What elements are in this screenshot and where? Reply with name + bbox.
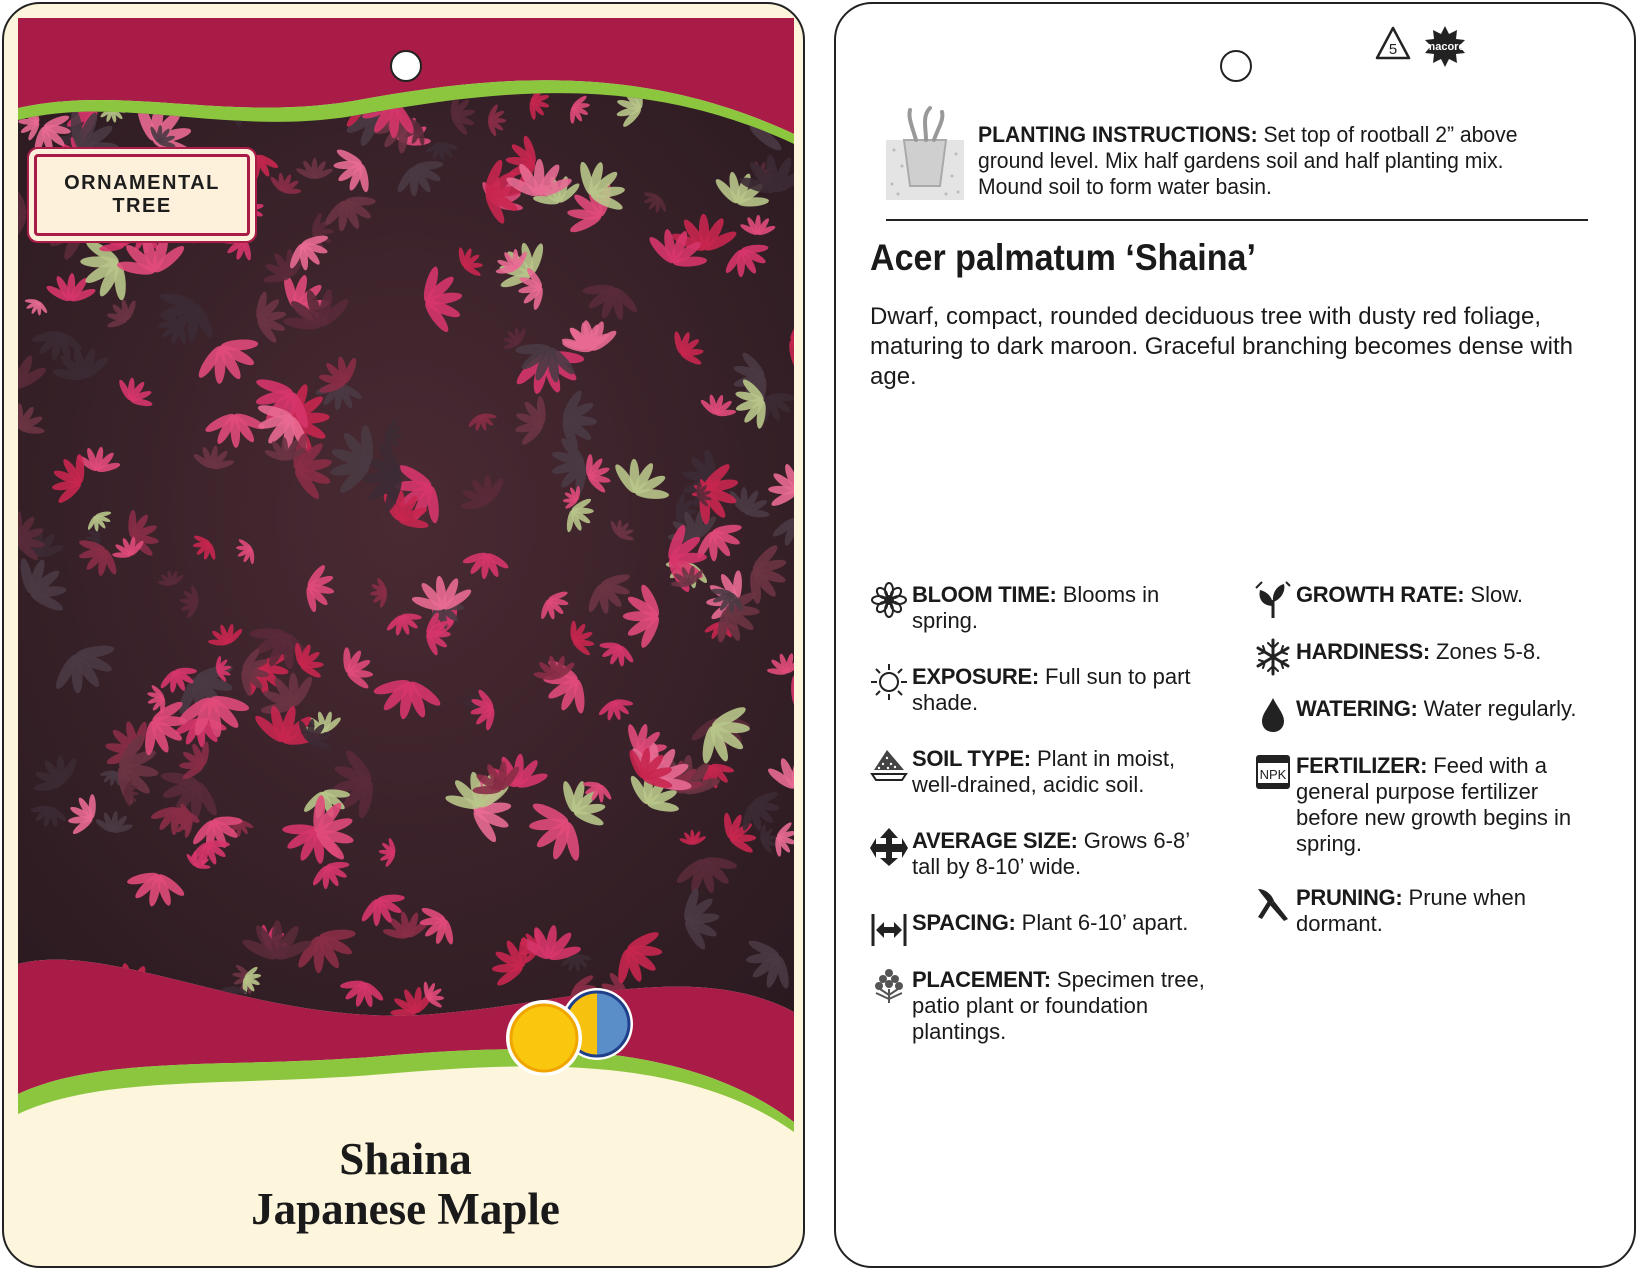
planting-text: Set top of rootball 2” above ground level. Mix half gardens soil and half planting mix. Mound soil to form water basin. xyxy=(978,122,1518,199)
soil-icon xyxy=(870,744,908,784)
hardiness-label: HARDINESS: xyxy=(1296,639,1430,664)
soil-type-label: SOIL TYPE: xyxy=(912,746,1031,771)
spacing-attribute xyxy=(870,910,1210,948)
soil-type-value: Plant in moist, well-drained, acidic soil. xyxy=(912,746,1176,797)
average-size-label: AVERAGE SIZE: xyxy=(912,828,1078,853)
botanical-name: Acer palmatum ‘Shaina’ xyxy=(870,237,1256,278)
flower-icon xyxy=(870,580,908,620)
hang-hole xyxy=(1220,50,1252,82)
exposure-icons xyxy=(502,984,642,1084)
pruners-icon xyxy=(1254,883,1292,923)
growth-rate-attribute xyxy=(1254,582,1594,620)
growth-rate-value: Slow. xyxy=(1470,582,1524,607)
spacing-icon xyxy=(870,908,908,948)
watering-attribute xyxy=(1254,696,1594,734)
exposure-value: Full sun to part shade. xyxy=(912,664,1191,715)
npk-text: NPK xyxy=(1259,767,1287,782)
hardiness-value: Zones 5-8. xyxy=(1436,639,1542,664)
water-drop-icon xyxy=(1254,694,1292,734)
size-icon xyxy=(870,826,908,866)
placement-attribute xyxy=(870,967,1210,1045)
plant-description: Dwarf, compact, rounded deciduous tree with dusty red foliage, maturing to dark maroon. Graceful branching becomes dense with age. xyxy=(870,303,1574,390)
potted-plant-icon xyxy=(886,106,964,200)
brand-logo xyxy=(1425,26,1465,67)
hang-hole xyxy=(390,50,422,82)
front-tag xyxy=(2,2,805,1268)
badge-line-1: ORNAMENTAL xyxy=(64,172,220,194)
average-size-attribute xyxy=(870,828,1210,880)
soil-type-attribute xyxy=(870,746,1210,798)
fertilizer-label: FERTILIZER: xyxy=(1296,753,1428,778)
exposure-label: EXPOSURE: xyxy=(912,664,1039,689)
pruning-value: Prune when dormant. xyxy=(1296,885,1526,936)
recycle-code: 5 xyxy=(1388,41,1398,58)
snowflake-icon xyxy=(1254,637,1292,677)
bloom-time-label: BLOOM TIME: xyxy=(912,582,1057,607)
bloom-time-attribute xyxy=(870,582,1210,634)
pruning-attribute xyxy=(1254,885,1594,937)
fertilizer-icon xyxy=(1254,751,1292,791)
full-sun-icon xyxy=(506,1000,582,1076)
spacing-label: SPACING: xyxy=(912,910,1016,935)
growth-rate-label: GROWTH RATE: xyxy=(1296,582,1465,607)
watering-value: Water regularly. xyxy=(1423,696,1577,721)
pruning-label: PRUNING: xyxy=(1296,885,1403,910)
brand-name: macore xyxy=(1425,41,1465,53)
common-name-line-2: Japanese Maple xyxy=(251,1184,560,1234)
planting-label: PLANTING INSTRUCTIONS: xyxy=(978,122,1258,147)
placement-icon xyxy=(870,965,908,1005)
placement-value: Specimen tree, patio plant or foundation plantings. xyxy=(912,967,1205,1044)
sprout-icon xyxy=(1254,580,1292,620)
fertilizer-attribute xyxy=(1254,753,1594,857)
category-badge xyxy=(34,154,250,236)
bloom-time-value: Blooms in spring. xyxy=(912,582,1160,633)
badge-line-2: TREE xyxy=(112,195,172,217)
watering-label: WATERING: xyxy=(1296,696,1418,721)
recycle-icon xyxy=(1373,22,1483,72)
exposure-attribute xyxy=(870,664,1210,716)
hardiness-attribute xyxy=(1254,639,1594,677)
average-size-value: Grows 6-8’ tall by 8-10’ wide. xyxy=(912,828,1190,879)
spacing-value: Plant 6-10’ apart. xyxy=(1021,910,1189,935)
planting-instructions xyxy=(978,122,1561,200)
common-name-line-1: Shaina xyxy=(339,1134,472,1184)
placement-label: PLACEMENT: xyxy=(912,967,1051,992)
back-tag xyxy=(834,2,1636,1268)
divider xyxy=(886,219,1588,221)
sun-icon xyxy=(870,662,908,702)
fertilizer-value: Feed with a general purpose fertilizer before new growth begins in spring. xyxy=(1296,753,1572,856)
